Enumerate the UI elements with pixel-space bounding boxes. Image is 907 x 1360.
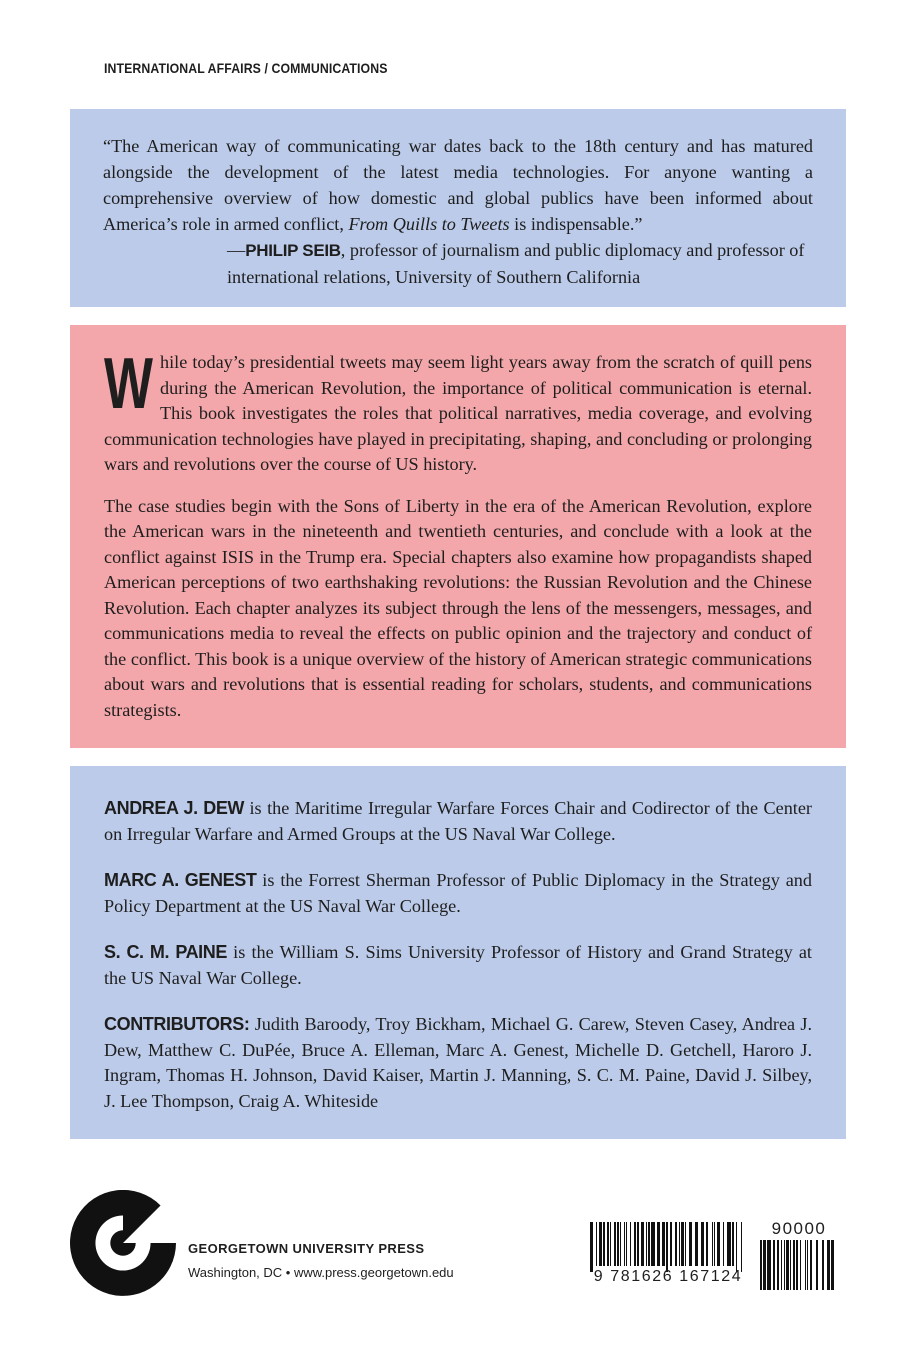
publisher-contact: Washington, DC • www.press.georgetown.edu [188, 1265, 454, 1280]
georgetown-g-logo-icon [70, 1190, 176, 1296]
author-name: MARC A. GENEST [104, 870, 257, 890]
contributors-label: CONTRIBUTORS: [104, 1014, 250, 1034]
bio-marc-genest: MARC A. GENEST is the Forrest Sherman Professor of Public Diplomacy in the Strategy and Policy Department at the US Naval War College. [104, 870, 812, 916]
description-paragraph-1: While today’s presidential tweets may seem light years away from the scratch of quill pens during the American Revolution, the importance of political communication is eternal. This book investigates the roles that political narratives, media coverage, and evolving communication technologies have played in precipitating, shaping, and concluding or prolonging wars and revolutions over the course of US history. [104, 344, 812, 474]
contributors-list: CONTRIBUTORS: Judith Baroody, Troy Bickham, Michael G. Carew, Steven Casey, Andrea J. Dew, Matthew C. DuPée, Bruce A. Elleman, Marc A. Genest, Michelle D. Getchell, Haroro J. Ingram, Thomas H. Johnson, David Kaiser, Martin J. Manning, S. C. M. Paine, David J. Silbey, J. Lee Thompson, Craig A. Whiteside [104, 1014, 812, 1111]
barcode-main-bars [590, 1222, 742, 1272]
price-code: 90000 [771, 1219, 827, 1238]
endorsement-attribution: —PHILIP SEIB, professor of journalism and public diplomacy and professor of international relations, University of Southern California [227, 240, 805, 287]
endorsement-quote: “The American way of communicating war dates back to the 18th century and has matured alongside the development of the latest media technologies. For anyone wanting a comprehensive overview of how domestic and global publics have been informed about America’s role in armed conflict, From Quills to Tweets is indispensable.” [103, 136, 813, 234]
publisher-name: GEORGETOWN UNIVERSITY PRESS [188, 1241, 425, 1256]
book-title: From Quills to Tweets [348, 214, 510, 234]
bio-scm-paine: S. C. M. PAINE is the William S. Sims University Professor of History and Grand Strategy at the US Naval War College. [104, 942, 812, 988]
category-label: INTERNATIONAL AFFAIRS / COMMUNICATIONS [104, 60, 388, 76]
author-name: ANDREA J. DEW [104, 798, 245, 818]
barcode-addon-bars [760, 1240, 834, 1290]
isbn-digits: 9 781626 167124 [593, 1268, 743, 1285]
endorser-name: PHILIP SEIB [245, 241, 341, 260]
description-panel [70, 325, 846, 748]
description-paragraph-2: The case studies begin with the Sons of Liberty in the era of the American Revolution, explore the American wars in the nineteenth and twentieth centuries, and conclude with a look at the conflict against ISIS in the Trump era. Special chapters also examine how propagandists shaped American perceptions of two earthshaking revolutions: the Russian Revolution and the Chinese Revolution. Each chapter analyzes its subject through the lens of the messengers, messages, and communications media to reveal the effects on public opinion and the trajectory and conduct of the conflict. This book is a unique overview of the history of American strategic communications about wars and revolutions that is essential reading for scholars, students, and communications strategists. [104, 495, 812, 720]
endorsement-panel [70, 109, 846, 307]
author-name: S. C. M. PAINE [104, 942, 227, 962]
endorser-title: , professor of journalism and public diplomacy and professor of international relations, University of Southern California [227, 240, 805, 287]
author-bios-panel [70, 766, 846, 1139]
drop-cap: W [104, 344, 153, 424]
bio-andrea-dew: ANDREA J. DEW is the Maritime Irregular Warfare Forces Chair and Codirector of the Center on Irregular Warfare and Armed Groups at the US Naval War College. [104, 798, 812, 844]
